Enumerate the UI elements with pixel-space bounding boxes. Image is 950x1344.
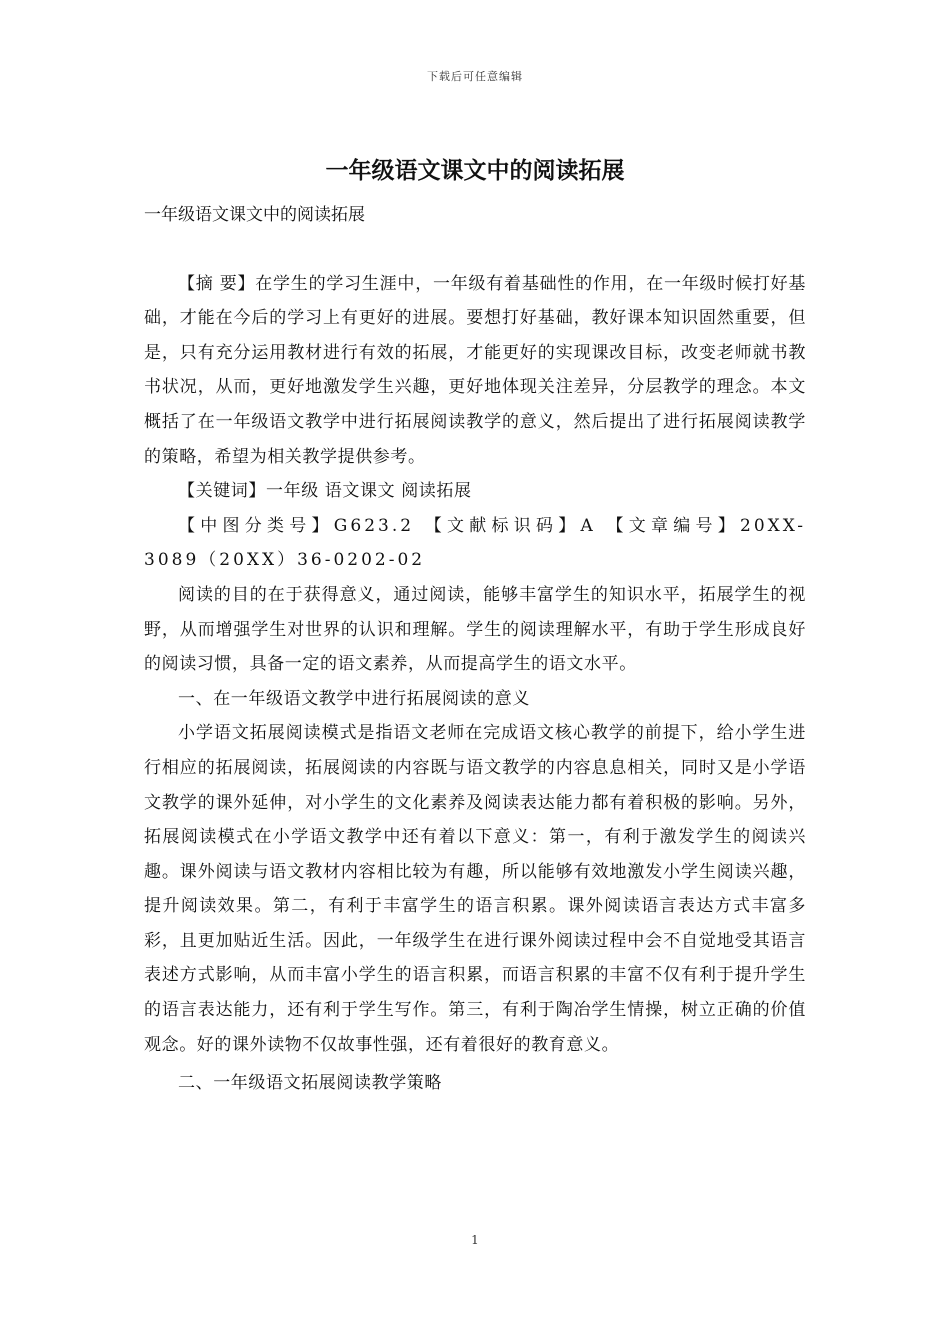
section1-paragraph: 小学语文拓展阅读模式是指语文老师在完成语文核心教学的前提下，给小学生进行相应的拓展阅读，拓展阅读的内容既与语文教学的内容息息相关，同时又是小学语文教学的课外延伸，对小学生的文化素养及阅读表达能力都有着积极的影响。另外，拓展阅读模式在小学语文教学中还有着以下意义：第一，有利于激发学生的阅读兴趣。课外阅读与语文教材内容相比较为有趣，所以能够有效地激发小学生阅读兴趣，提升阅读效果。第二，有利于丰富学生的语言积累。课外阅读语言表达方式丰富多彩，且更加贴近生活。因此，一年级学生在进行课外阅读过程中会不自觉地受其语言表述方式影响，从而丰富小学生的语言积累，而语言积累的丰富不仅有利于提升学生的语言表达能力，还有利于学生写作。第三，有利于陶冶学生情操，树立正确的价值观念。好的课外读物不仅故事性强，还有着很好的教育意义。	[144, 723, 806, 1055]
classification-paragraph: 【中图分类号】G623.2 【文献标识码】A 【文章编号】20XX-3089（20XX）36-0202-02	[144, 515, 806, 571]
subtitle: 一年级语文课文中的阅读拓展	[144, 205, 365, 225]
section1-heading: 一、在一年级语文教学中进行拓展阅读的意义	[178, 688, 530, 709]
section2-heading: 二、一年级语文拓展阅读教学策略	[178, 1073, 442, 1094]
document-body	[144, 198, 806, 1101]
intro-paragraph: 阅读的目的在于获得意义，通过阅读，能够丰富学生的知识水平，拓展学生的视野，从而增强学生对世界的认识和理解。学生的阅读理解水平，有助于学生形成良好的阅读习惯，具备一定的语文素养，从而提高学生的语文水平。	[144, 584, 806, 675]
keywords-paragraph: 【关键词】一年级 语文课文 阅读拓展	[178, 481, 472, 502]
document-title: 一年级语文课文中的阅读拓展	[325, 158, 625, 184]
blank-gap	[144, 233, 806, 267]
abstract-paragraph: 【摘 要】在学生的学习生涯中，一年级有着基础性的作用，在一年级时候打好基础，才能在今后的学习上有更好的进展。要想打好基础，教好课本知识固然重要，但是，只有充分运用教材进行有效的拓展，才能更好的实现课改目标，改变老师就书教书状况，从而，更好地激发学生兴趣，更好地体现关注差异，分层教学的理念。本文概括了在一年级语文教学中进行拓展阅读教学的意义，然后提出了进行拓展阅读教学的策略，希望为相关教学提供参考。	[144, 273, 806, 467]
header-note: 下载后可任意编辑	[427, 70, 523, 83]
page-number: 1	[471, 1233, 479, 1247]
